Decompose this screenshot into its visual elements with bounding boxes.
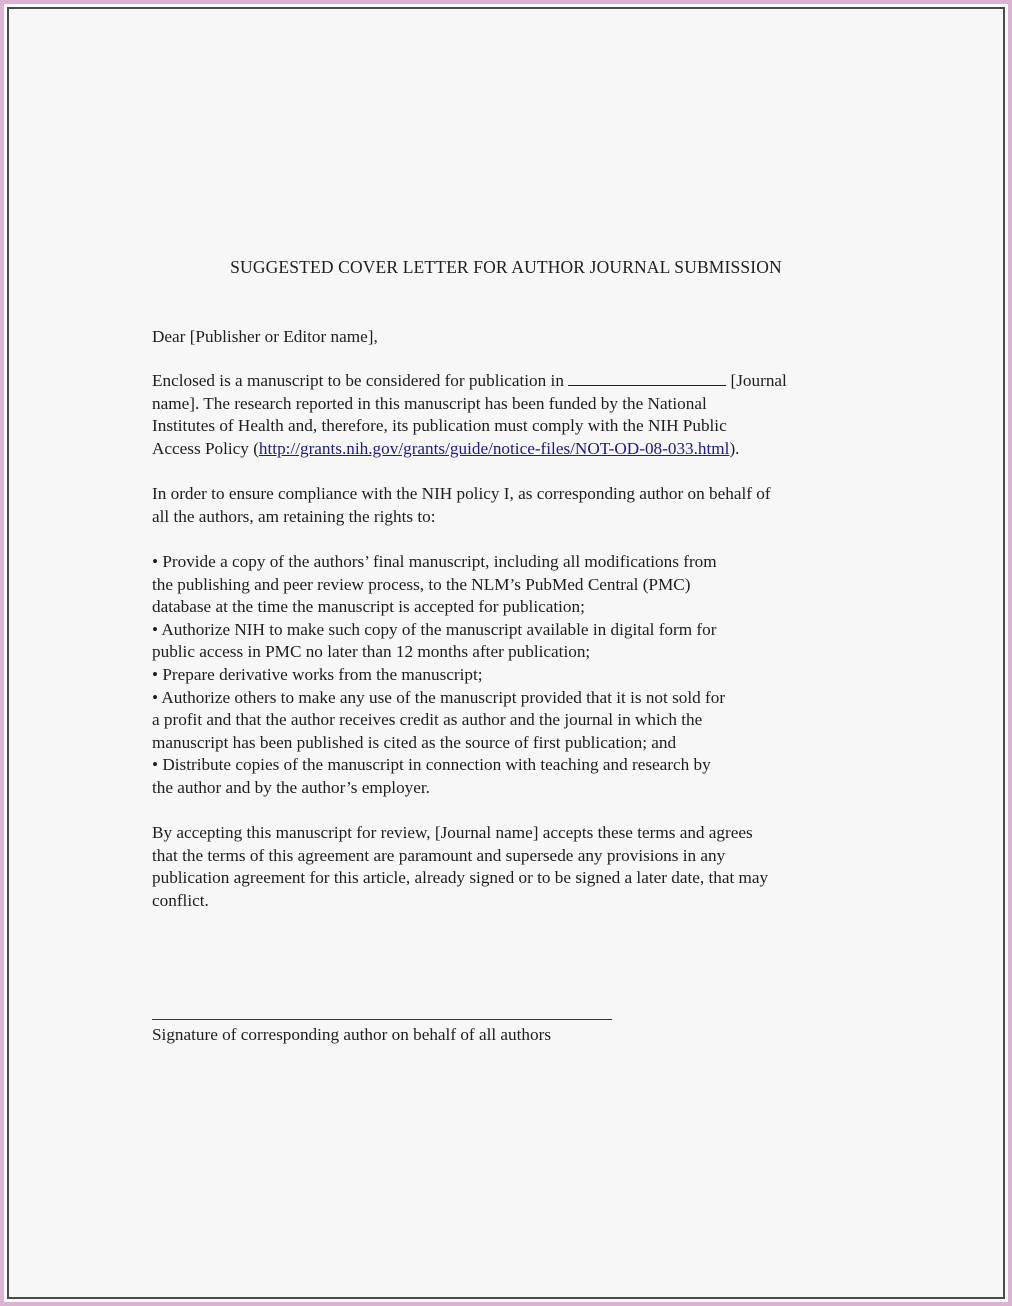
rights-list [152,551,872,800]
list-item: public access in PMC no later than 12 months after publication; [152,642,591,662]
paragraph-line: name]. The research reported in this manuscript has been funded by the National [152,393,707,413]
paragraph-line [152,370,872,393]
paragraph-line: Institutes of Health and, therefore, its publication must comply with the NIH Public [152,416,727,436]
paragraph-text: [Journal [726,371,787,390]
paragraph-line: By accepting this manuscript for review, [Journal name] accepts these terms and agrees [152,823,753,842]
document-title: SUGGESTED COVER LETTER FOR AUTHOR JOURNAL SUBMISSION [230,257,782,277]
journal-blank [568,371,726,386]
paragraph-line: publication agreement for this article, already signed or to be signed a later date, that may [152,868,769,888]
paragraph-text: Enclosed is a manuscript to be considered for publication in [152,371,569,390]
paragraph-line: In order to ensure compliance with the NIH policy I, as corresponding author on behalf of [152,484,771,503]
list-item: the publishing and peer review process, to the NLM’s PubMed Central (PMC) [152,574,691,594]
list-item: • Authorize others to make any use of the manuscript provided that it is not sold for [152,687,726,707]
paragraph-line: conflict. [152,890,209,910]
list-item: database at the time the manuscript is accepted for publication; [152,597,585,617]
paragraph-line: that the terms of this agreement are paramount and supersede any provisions in any [152,845,726,865]
list-item: • Distribute copies of the manuscript in connection with teaching and research by [152,755,711,775]
list-item: • Authorize NIH to make such copy of the manuscript available in digital form for [152,619,717,639]
signature-caption: Signature of corresponding author on behalf of all authors [152,1025,552,1044]
paragraph-line [152,438,872,461]
nih-policy-link[interactable]: http://grants.nih.gov/grants/guide/notice-files/NOT-OD-08-033.html [258,438,730,458]
paragraph-text: Access Policy ( [152,438,259,458]
signature-line [152,1019,612,1020]
paragraph-acceptance [152,822,872,912]
list-item: the author and by the author’s employer. [152,777,430,797]
salutation: Dear [Publisher or Editor name], [152,327,378,346]
paragraph-line: all the authors, am retaining the rights to: [152,506,436,526]
list-item: a profit and that the author receives credit as author and the journal in which the [152,710,703,730]
list-item: • Prepare derivative works from the manuscript; [152,664,483,684]
paragraph-text: ). [729,438,740,458]
list-item: manuscript has been published is cited as the source of first publication; and [152,732,677,752]
paragraph-manuscript-intro [152,370,872,460]
list-item: • Provide a copy of the authors’ final manuscript, including all modifications from [152,552,717,571]
paragraph-compliance [152,483,872,528]
